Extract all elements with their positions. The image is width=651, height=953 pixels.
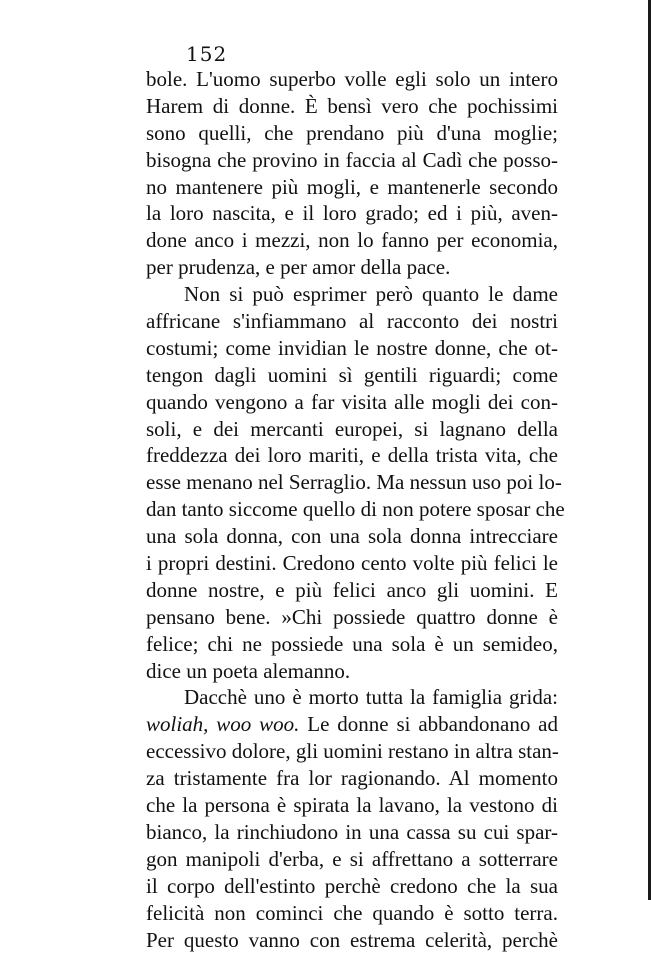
text-line: il corpo dell'estinto perchè credono che la sua xyxy=(146,873,558,900)
text-fragment: Le donne si abbandonano ad xyxy=(307,712,558,736)
text-line: tengon dagli uomini sì gentili riguardi; come xyxy=(146,362,558,389)
text-line: sono quelli, che prendano più d'una moglie; xyxy=(146,120,558,147)
text-line: no mantenere più mogli, e mantenerle secondo xyxy=(146,174,558,201)
text-line: felice; chi ne possiede una sola è un semideo, xyxy=(146,631,558,658)
text-line: per prudenza, e per amor della pace. xyxy=(146,254,558,281)
text-line: dice un poeta alemanno. xyxy=(146,658,558,685)
text-line: Harem di donne. È bensì vero che pochissimi xyxy=(146,93,558,120)
text-line: za tristamente fra lor ragionando. Al momento xyxy=(146,765,558,792)
text-line: soli, e dei mercanti europei, si lagnano della xyxy=(146,416,558,443)
body-text xyxy=(146,66,558,953)
text-line: bole. L'uomo superbo volle egli solo un intero xyxy=(146,66,558,93)
text-line: gon manipoli d'erba, e si affrettano a sotterrare xyxy=(146,846,558,873)
text-line: Dacchè uno è morto tutta la famiglia grida: xyxy=(146,684,558,711)
text-line: bisogna che provino in faccia al Cadì che posso- xyxy=(146,147,558,174)
text-line: affricane s'infiammano al racconto dei nostri xyxy=(146,308,558,335)
text-line: donne nostre, e più felici anco gli uomini. E xyxy=(146,577,558,604)
text-line: eccessivo dolore, gli uomini restano in altra stan- xyxy=(146,738,558,765)
text-line-mixed xyxy=(146,711,558,738)
lament-cry: woliah, woo woo. xyxy=(146,712,299,736)
text-line: che la persona è spirata la lavano, la vestono di xyxy=(146,792,558,819)
text-line: quando vengono a far visita alle mogli dei con- xyxy=(146,389,558,416)
text-line: pensano bene. »Chi possiede quattro donne è xyxy=(146,604,558,631)
text-line: la loro nascita, e il loro grado; ed i più, aven- xyxy=(146,200,558,227)
text-line: costumi; come invidian le nostre donne, che ot- xyxy=(146,335,558,362)
text-line: done anco i mezzi, non lo fanno per economia, xyxy=(146,227,558,254)
text-line: dan tanto siccome quello di non potere sposar che xyxy=(146,496,558,523)
text-line: esse menano nel Serraglio. Ma nessun uso poi lo- xyxy=(146,469,558,496)
text-line: freddezza dei loro mariti, e della trista vita, che xyxy=(146,442,558,469)
text-line: felicità non cominci che quando è sotto terra. xyxy=(146,900,558,927)
text-line: Per questo vanno con estrema celerità, perchè xyxy=(146,927,558,953)
text-line: Non si può esprimer però quanto le dame xyxy=(146,281,558,308)
page-number: 152 xyxy=(186,42,227,66)
text-line: una sola donna, con una sola donna intrecciare xyxy=(146,523,558,550)
text-line: bianco, la rinchiudono in una cassa su cui spar- xyxy=(146,819,558,846)
text-line: i propri destini. Credono cento volte più felici le xyxy=(146,550,558,577)
